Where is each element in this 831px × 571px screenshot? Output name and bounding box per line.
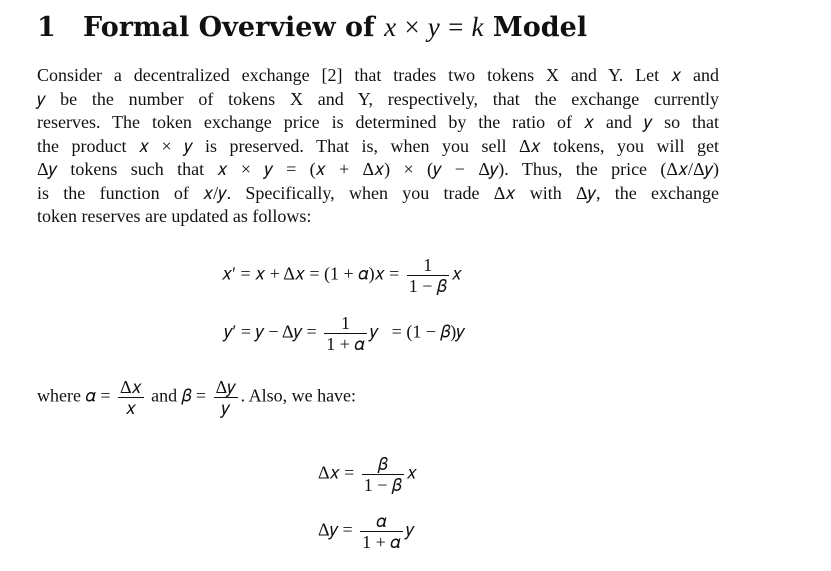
where-line (37, 377, 356, 418)
alpha-fraction (118, 377, 144, 418)
paragraph-line: reserves. The token exchange price is determined by the ratio of 𝑥 and 𝑦 so that (37, 112, 719, 132)
fraction (362, 454, 404, 495)
equation-rhs: = (1 − 𝛽)𝑦 (391, 321, 465, 342)
and-text: and 𝛽 = (151, 385, 207, 406)
equation-tail: 𝑥 (451, 263, 462, 284)
body-paragraph (37, 64, 719, 229)
equation-lhs: 𝑦′ = 𝑦 − Δ𝑦 = (224, 321, 317, 342)
equation-lhs: 𝑥′ = 𝑥 + Δ𝑥 = (1 + 𝛼)𝑥 = (222, 263, 400, 284)
section-heading (37, 12, 587, 43)
fraction-numerator: 𝛼 (376, 511, 387, 531)
section-title-before: Formal Overview of (83, 12, 375, 43)
fraction-denominator: 1 − 𝛽 (363, 475, 402, 495)
equation-y-prime (224, 313, 465, 354)
equation-delta-x (318, 454, 417, 495)
fraction (360, 511, 403, 552)
where-text: where 𝛼 = (37, 385, 111, 406)
paragraph-line: 𝑦 be the number of tokens X and Y, respectively, that the exchange currently (37, 88, 719, 109)
fraction-denominator: 𝑦 (214, 397, 238, 418)
fraction (407, 255, 449, 296)
fraction-numerator: 𝛽 (377, 454, 388, 474)
paragraph-line: token reserves are updated as follows: (37, 206, 312, 226)
fraction (324, 313, 367, 354)
paragraph-line: Δ𝑦 tokens such that 𝑥 × 𝑦 = (𝑥 + Δ𝑥) × (𝑦 − Δ𝑦). Thus, the price (Δ𝑥/Δ𝑦) (37, 159, 719, 179)
fraction-denominator: 1 + 𝛼 (362, 532, 401, 552)
section-title-after: Model (492, 12, 588, 43)
fraction-numerator: 1 (423, 255, 433, 275)
section-number: 1 (37, 12, 56, 43)
equation-tail: 𝑦 (369, 321, 379, 342)
equation-tail: 𝑥 (406, 462, 417, 483)
beta-fraction (214, 377, 238, 418)
fraction-numerator: Δ𝑦 (215, 377, 236, 397)
equation-delta-y (318, 511, 414, 552)
paragraph-line: is the function of 𝑥/𝑦. Specifically, when you trade Δ𝑥 with Δ𝑦, the exchange (37, 182, 719, 203)
paragraph-line: the product 𝑥 × 𝑦 is preserved. That is, when you sell Δ𝑥 tokens, you will get (37, 135, 719, 156)
fraction-denominator: 1 + 𝛼 (326, 334, 365, 354)
section-title-math: x × y = k (384, 12, 484, 42)
fraction-denominator: 𝑥 (118, 397, 144, 418)
fraction-numerator: Δ𝑥 (120, 377, 142, 397)
equation-lhs: Δ𝑦 = (318, 519, 353, 540)
equation-lhs: Δ𝑥 = (318, 462, 355, 483)
equation-x-prime (222, 255, 462, 296)
fraction-denominator: 1 − 𝛽 (408, 276, 447, 296)
paragraph-line: Consider a decentralized exchange [2] that trades two tokens X and Y. Let 𝑥 and (37, 65, 719, 85)
equation-tail: 𝑦 (405, 519, 415, 540)
fraction-numerator: 1 (340, 313, 350, 333)
after-text: . Also, we have: (240, 385, 357, 406)
